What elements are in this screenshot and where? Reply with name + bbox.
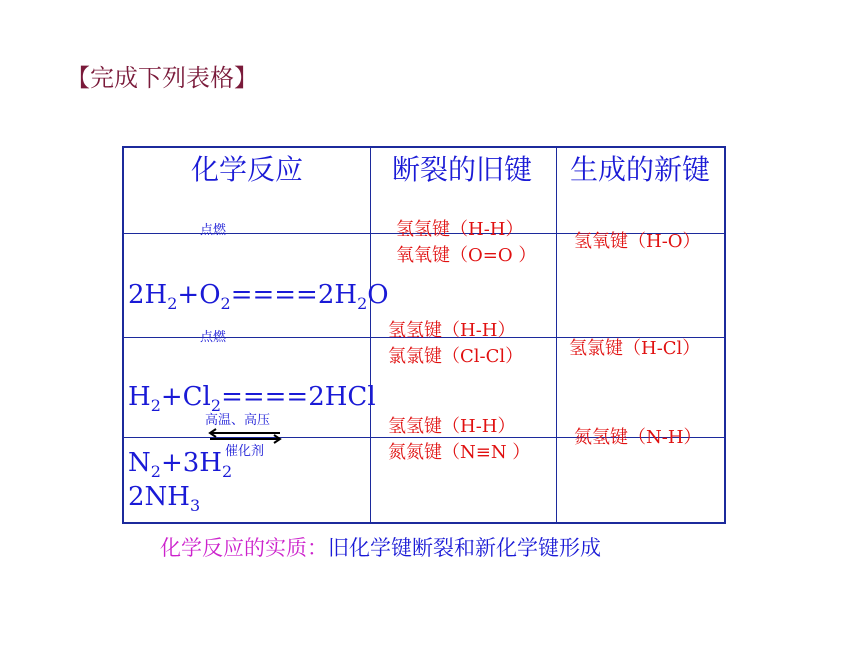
broken-bond: 氯氯键（Cl-Cl） xyxy=(388,346,524,367)
formed-bond: 氢氯键（H-Cl） xyxy=(569,338,701,359)
reaction-condition: 点燃 xyxy=(200,330,227,345)
summary-label: 化学反应的实质： xyxy=(160,536,328,560)
reaction-equation-line2: $2NH_3$ xyxy=(128,482,201,515)
summary xyxy=(160,532,601,562)
broken-bond: 氮氮键（N≡N ） xyxy=(388,442,531,463)
broken-bond: 氢氢键（H-H） xyxy=(388,320,516,341)
broken-bond: 氢氢键（H-H） xyxy=(396,219,524,240)
reaction-equation: $H_2+Cl_2====2HCl$ xyxy=(128,382,376,415)
column-divider xyxy=(556,148,557,522)
formed-bond: 氮氢键（N-H） xyxy=(574,427,702,448)
broken-bond: 氢氢键（H-H） xyxy=(388,416,516,437)
reaction-condition-bottom: 催化剂 xyxy=(225,444,265,459)
column-divider xyxy=(370,148,371,522)
broken-bond: 氧氧键（O=O ） xyxy=(396,245,537,266)
summary-text: 旧化学键断裂和新化学键形成 xyxy=(328,536,601,560)
reaction-equation-line1: $N_2+3H_2$ xyxy=(128,448,233,481)
reaction-condition: 点燃 xyxy=(200,223,227,238)
header-broken-bonds: 断裂的旧键 xyxy=(391,153,532,186)
reaction-equation: $2H_2+O_2====2H_2O$ xyxy=(128,280,389,313)
page-title: 【完成下列表格】 xyxy=(66,64,258,92)
formed-bond: 氢氧键（H-O） xyxy=(574,231,701,252)
reaction-condition-top: 高温、高压 xyxy=(205,413,271,428)
header-reaction: 化学反应 xyxy=(190,153,303,186)
header-formed-bonds: 生成的新键 xyxy=(569,153,710,186)
